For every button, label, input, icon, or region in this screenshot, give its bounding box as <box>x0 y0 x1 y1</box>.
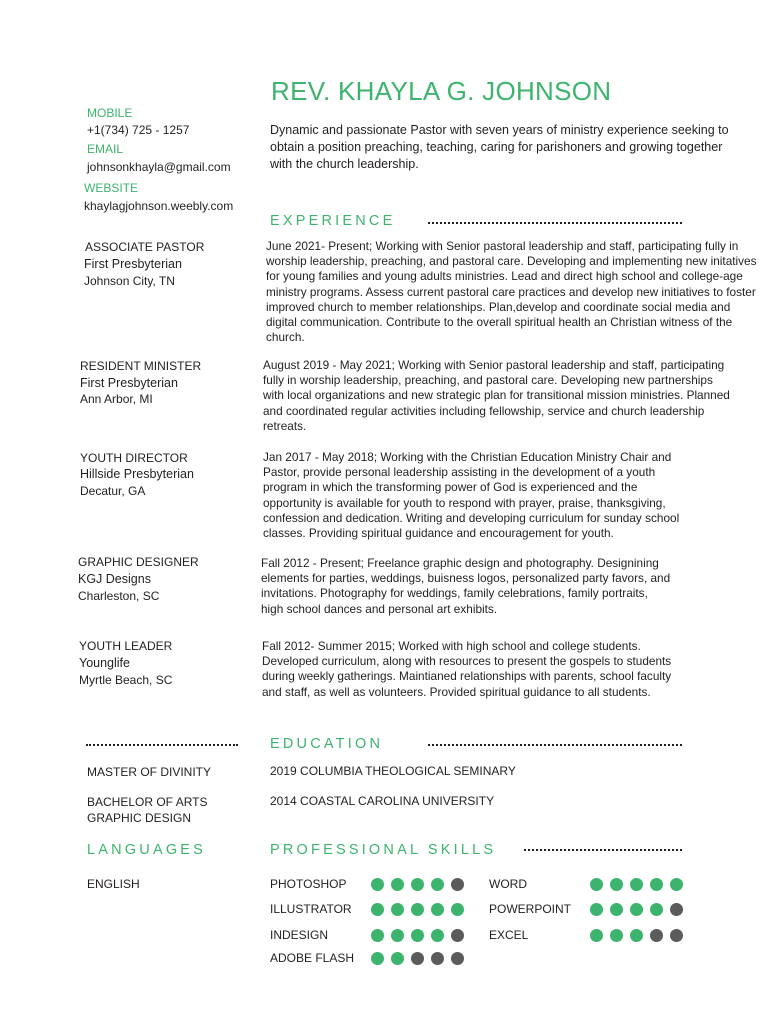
mobile-value: +1(734) 725 - 1257 <box>87 123 190 137</box>
job-location: Ann Arbor, MI <box>80 392 153 406</box>
education-divider-right <box>428 744 682 746</box>
skill-dot-filled <box>391 929 404 942</box>
skill-dot-filled <box>411 903 424 916</box>
skills-heading: PROFESSIONAL SKILLS <box>270 842 497 858</box>
job-org: First Presbyterian <box>80 376 178 390</box>
job-org: Hillside Presbyterian <box>80 467 194 481</box>
skill-dot-empty <box>670 903 683 916</box>
skill-dot-filled <box>371 929 384 942</box>
skill-dot-filled <box>630 929 643 942</box>
email-value[interactable]: johnsonkhayla@gmail.com <box>87 160 231 174</box>
skill-dot-filled <box>371 878 384 891</box>
language-item: ENGLISH <box>87 877 140 891</box>
skill-dot-filled <box>411 929 424 942</box>
job-description: Jan 2017 - May 2018; Working with the Christian Education Ministry Chair and Pastor, provide personal leadership assisting in the development of a youth program in which the transforming power of God is experienced and the opportunity is available for youth to respond with prayer, praise, thanksgiving, confession and dedication. Writing and developing curriculum for sunday school classes. Providing spiritual guidance and encouragement for youth. <box>263 450 680 541</box>
skill-name: EXCEL <box>489 928 529 942</box>
education-heading: EDUCATION <box>270 736 384 752</box>
skill-dot-filled <box>630 878 643 891</box>
skill-dot-empty <box>451 878 464 891</box>
skill-name: INDESIGN <box>270 928 329 942</box>
skill-dot-filled <box>670 878 683 891</box>
skill-name: POWERPOINT <box>489 902 572 916</box>
job-location: Charleston, SC <box>78 589 160 603</box>
resume-name: REV. KHAYLA G. JOHNSON <box>271 76 612 106</box>
skill-dot-filled <box>610 929 623 942</box>
education-detail: 2014 COASTAL CAROLINA UNIVERSITY <box>270 794 495 808</box>
skill-rating <box>371 903 464 916</box>
skill-rating <box>371 878 464 891</box>
job-location: Decatur, GA <box>80 484 146 498</box>
skill-dot-filled <box>371 903 384 916</box>
skill-dot-empty <box>451 929 464 942</box>
skill-dot-empty <box>451 952 464 965</box>
skill-rating <box>590 929 683 942</box>
job-title: ASSOCIATE PASTOR <box>85 240 205 254</box>
skill-rating <box>371 952 464 965</box>
skill-name: ADOBE FLASH <box>270 951 355 965</box>
skill-dot-filled <box>431 878 444 891</box>
skills-divider <box>524 849 682 851</box>
skill-dot-filled <box>451 903 464 916</box>
skill-rating <box>590 878 683 891</box>
skill-dot-filled <box>391 878 404 891</box>
skill-name: PHOTOSHOP <box>270 877 347 891</box>
job-description: June 2021- Present; Working with Senior pastoral leadership and staff, participating fully in worship leadership, preaching, and pastoral care. Developing and implementing new initatives for young families and young adults ministries. Lead and direct high school and college-age ministry programs. Assess current pastoral care practices and develop new initiatives to foster improved church to member relationships. Plan,develop and coordinate social media and digital communication. Contribute to the overall spiritual health an Christian witness of the church. <box>266 239 757 345</box>
skill-dot-filled <box>431 929 444 942</box>
skill-dot-empty <box>650 929 663 942</box>
skill-dot-empty <box>411 952 424 965</box>
job-title: GRAPHIC DESIGNER <box>78 555 199 569</box>
job-title: RESIDENT MINISTER <box>80 359 202 373</box>
education-degree: BACHELOR OF ARTS <box>87 795 208 809</box>
education-divider-left <box>86 744 238 746</box>
mobile-label: MOBILE <box>87 106 133 120</box>
job-description: Fall 2012 - Present; Freelance graphic design and photography. Designining elements for parties, weddings, buisness logos, personalized party favors, and invitations. Photography for weddings, family celebrations, family portraits, high school dances and personal art exhibits. <box>261 556 671 616</box>
skill-name: ILLUSTRATOR <box>270 902 352 916</box>
education-detail: 2019 COLUMBIA THEOLOGICAL SEMINARY <box>270 764 516 778</box>
skill-dot-empty <box>670 929 683 942</box>
skill-dot-filled <box>610 878 623 891</box>
skill-dot-filled <box>590 903 603 916</box>
job-org: First Presbyterian <box>84 257 182 271</box>
website-label: WEBSITE <box>84 181 139 195</box>
skill-dot-filled <box>650 903 663 916</box>
experience-heading: EXPERIENCE <box>270 213 396 229</box>
skill-rating <box>371 929 464 942</box>
job-org: Younglife <box>79 656 130 670</box>
skill-rating <box>590 903 683 916</box>
skill-dot-filled <box>371 952 384 965</box>
skill-name: WORD <box>489 877 527 891</box>
skill-dot-filled <box>610 903 623 916</box>
skill-dot-filled <box>590 878 603 891</box>
skill-dot-filled <box>391 903 404 916</box>
skill-dot-filled <box>630 903 643 916</box>
skill-dot-filled <box>650 878 663 891</box>
education-degree-field: GRAPHIC DESIGN <box>87 811 192 825</box>
job-org: KGJ Designs <box>78 572 151 586</box>
email-label: EMAIL <box>87 142 124 156</box>
education-degree: MASTER OF DIVINITY <box>87 765 212 779</box>
skill-dot-filled <box>590 929 603 942</box>
skill-dot-filled <box>431 903 444 916</box>
job-description: August 2019 - May 2021; Working with Senior pastoral leadership and staff, participating fully in worship leadership, preaching, and pastoral care. Developing new partnerships with local organizations and new strategic plan for transitional mission ministries. Planned and coordinated regular activities including fellowship, service and church leadership retreats. <box>263 358 730 433</box>
job-title: YOUTH DIRECTOR <box>80 451 188 465</box>
website-value[interactable]: khaylagjohnson.weebly.com <box>84 199 234 213</box>
summary-text: Dynamic and passionate Pastor with seven years of ministry experience seeking to obtain a position preaching, teaching, caring for parishoners and growing together with the church leadership. <box>270 123 729 171</box>
job-description: Fall 2012- Summer 2015; Worked with high school and college students. Developed curriculum, along with resources to present the gospels to students during weekly gatherings. Maintianed relationships with parents, school faculty and staff, as well as volunteers. Provided spiritual guidance to all students. <box>262 639 672 699</box>
skill-dot-filled <box>391 952 404 965</box>
languages-heading: LANGUAGES <box>87 842 207 858</box>
job-location: Myrtle Beach, SC <box>79 673 173 687</box>
job-location: Johnson City, TN <box>84 274 175 288</box>
job-title: YOUTH LEADER <box>79 639 173 653</box>
experience-divider <box>428 222 682 224</box>
skill-dot-empty <box>431 952 444 965</box>
skill-dot-filled <box>411 878 424 891</box>
